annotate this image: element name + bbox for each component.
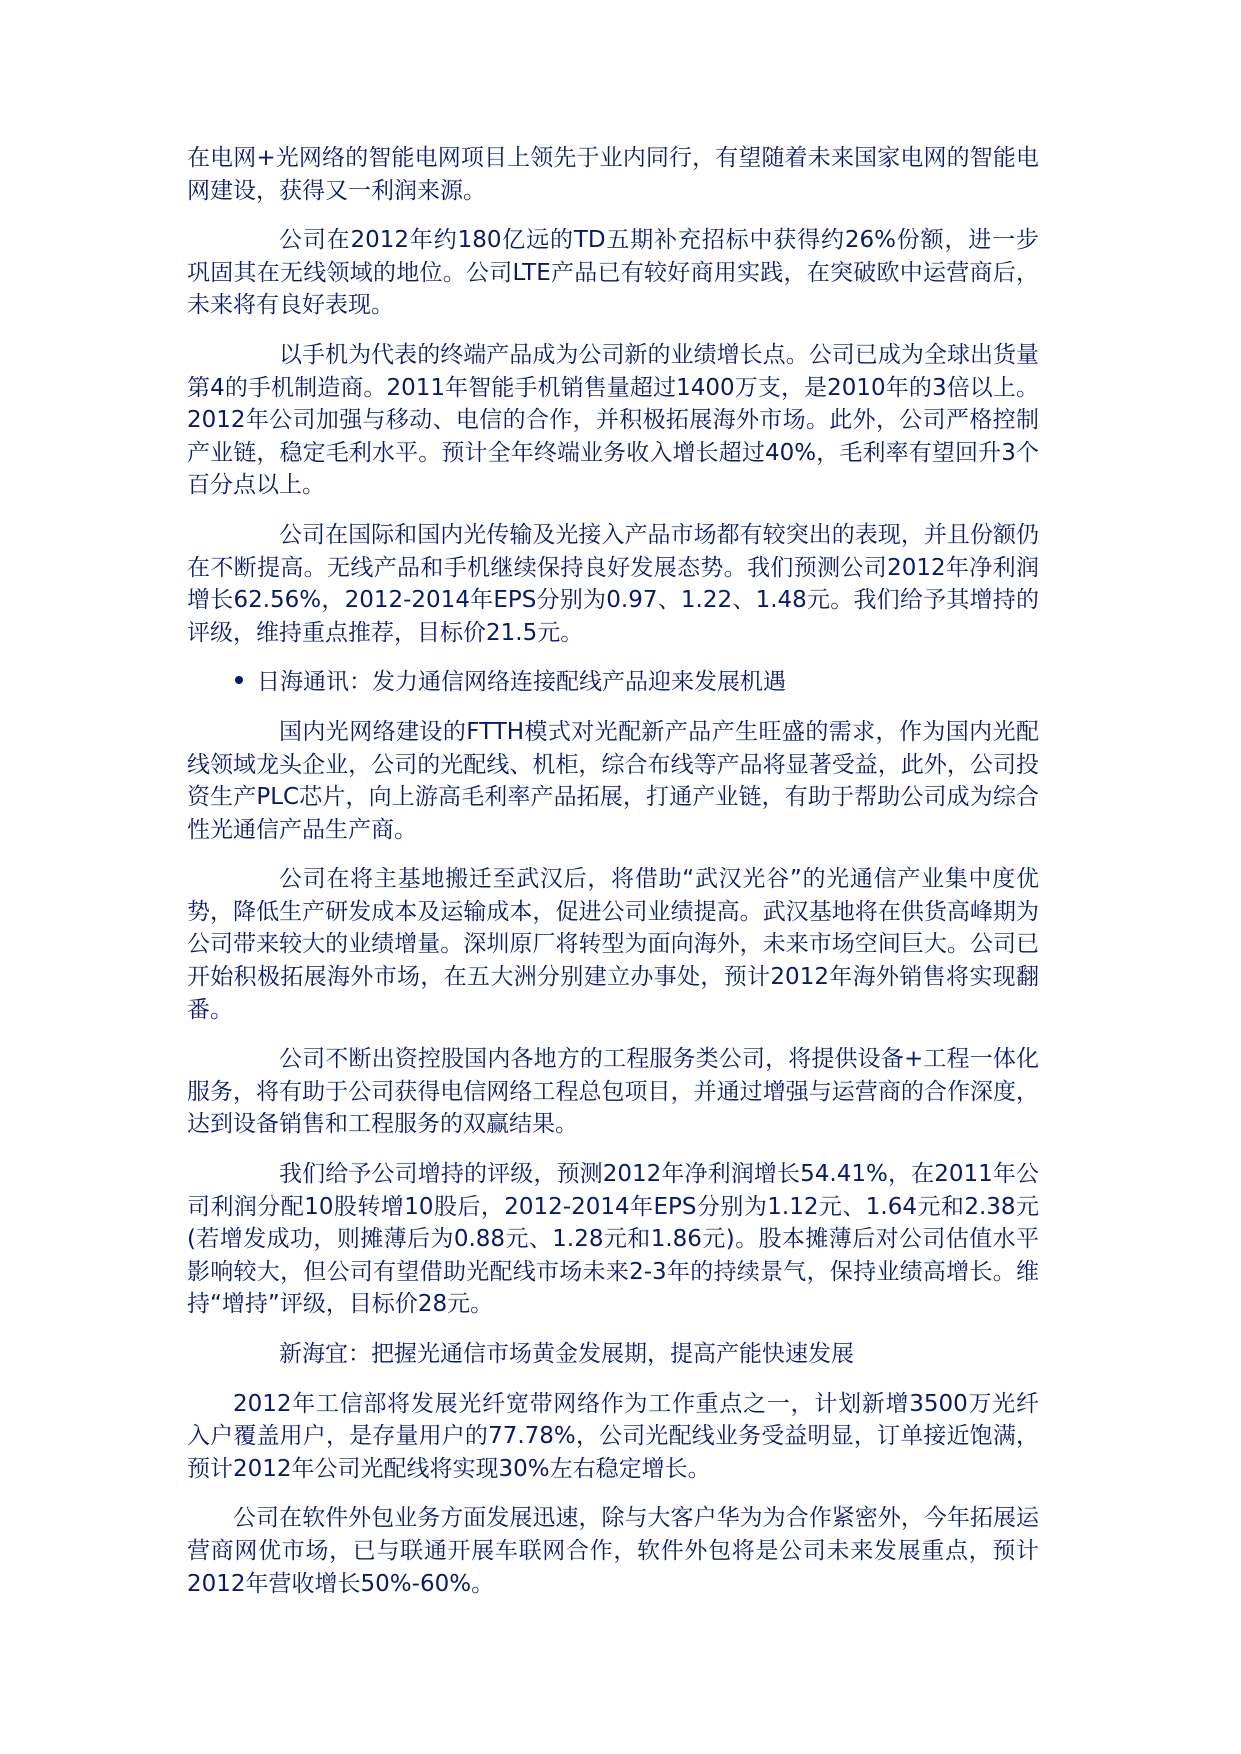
paragraph: 公司在软件外包业务方面发展迅速，除与大客户华为为合作紧密外，今年拓展运营商网优市场，已与联通开展车联网合作，软件外包将是公司未来发展重点，预计2012年营收增长50%-60%。 [187, 1505, 1039, 1597]
paragraph: 公司不断出资控股国内各地方的工程服务类公司，将提供设备+工程一体化服务，将有助于公司获得电信网络工程总包项目，并通过增强与运营商的合作深度，达到设备销售和工程服务的双赢结果。 [187, 1046, 1039, 1138]
paragraph: 我们给予公司增持的评级，预测2012年净利润增长54.41%，在2011年公司利润分配10股转增10股后，2012-2014年EPS分别为1.12元、1.64元和2.38元(若增发成功，则摊薄后为0.88元、1.28元和1.86元)。股本摊薄后对公司估值水平影响较大，但公司有望借助光配线市场未来2-3年的持续景气，保持业绩高增长。维持“增持”评级，目标价28元。 [187, 1161, 1039, 1318]
bullet-item [235, 666, 1039, 699]
paragraph: 公司在将主基地搬迁至武汉后，将借助“武汉光谷”的光通信产业集中度优势，降低生产研发成本及运输成本，促进公司业绩提高。武汉基地将在供货高峰期为公司带来较大的业绩增量。深圳原厂将转型为面向海外，未来市场空间巨大。公司已开始积极拓展海外市场，在五大洲分别建立办事处，预计2012年海外销售将实现翻番。 [187, 866, 1039, 1023]
paragraph: 公司在2012年约180亿远的TD五期补充招标中获得约26%份额，进一步巩固其在无线领域的地位。公司LTE产品已有较好商用实践，在突破欧中运营商后，未来将有良好表现。 [187, 227, 1039, 319]
section-heading: 新海宜：把握光通信市场黄金发展期，提高产能快速发展 [279, 1341, 854, 1367]
paragraph: 2012年工信部将发展光纤宽带网络作为工作重点之一，计划新增3500万光纤入户覆盖用户，是存量用户的77.78%，公司光配线业务受益明显，订单接近饱满，预计2012年公司光配线将实现30%左右稳定增长。 [187, 1390, 1039, 1482]
paragraph: 公司在国际和国内光传输及光接入产品市场都有较突出的表现，并且份额仍在不断提高。无线产品和手机继续保持良好发展态势。我们预测公司2012年净利润增长62.56%，2012-2014年EPS分别为0.97、1.22、1.48元。我们给予其增持的评级，维持重点推荐，目标价21.5元。 [187, 521, 1039, 646]
bullet-icon [235, 676, 243, 684]
paragraph: 国内光网络建设的FTTH模式对光配新产品产生旺盛的需求，作为国内光配线领域龙头企业，公司的光配线、机柜，综合布线等产品将显著受益，此外，公司投资生产PLC芯片，向上游高毛利率产品拓展，打通产业链，有助于帮助公司成为综合性光通信产品生产商。 [187, 718, 1039, 843]
bullet-text: 日海通讯：发力通信网络连接配线产品迎来发展机遇 [257, 669, 786, 696]
paragraph: 以手机为代表的终端产品成为公司新的业绩增长点。公司已成为全球出货量第4的手机制造商。2011年智能手机销售量超过1400万支，是2010年的3倍以上。2012年公司加强与移动、电信的合作，并积极拓展海外市场。此外，公司严格控制产业链，稳定毛利水平。预计全年终端业务收入增长超过40%，毛利率有望回升3个百分点以上。 [187, 341, 1039, 499]
document-body [187, 142, 1039, 1617]
paragraph: 在电网+光网络的智能电网项目上领先于业内同行，有望随着未来国家电网的智能电网建设，获得又一利润来源。 [187, 145, 1039, 204]
